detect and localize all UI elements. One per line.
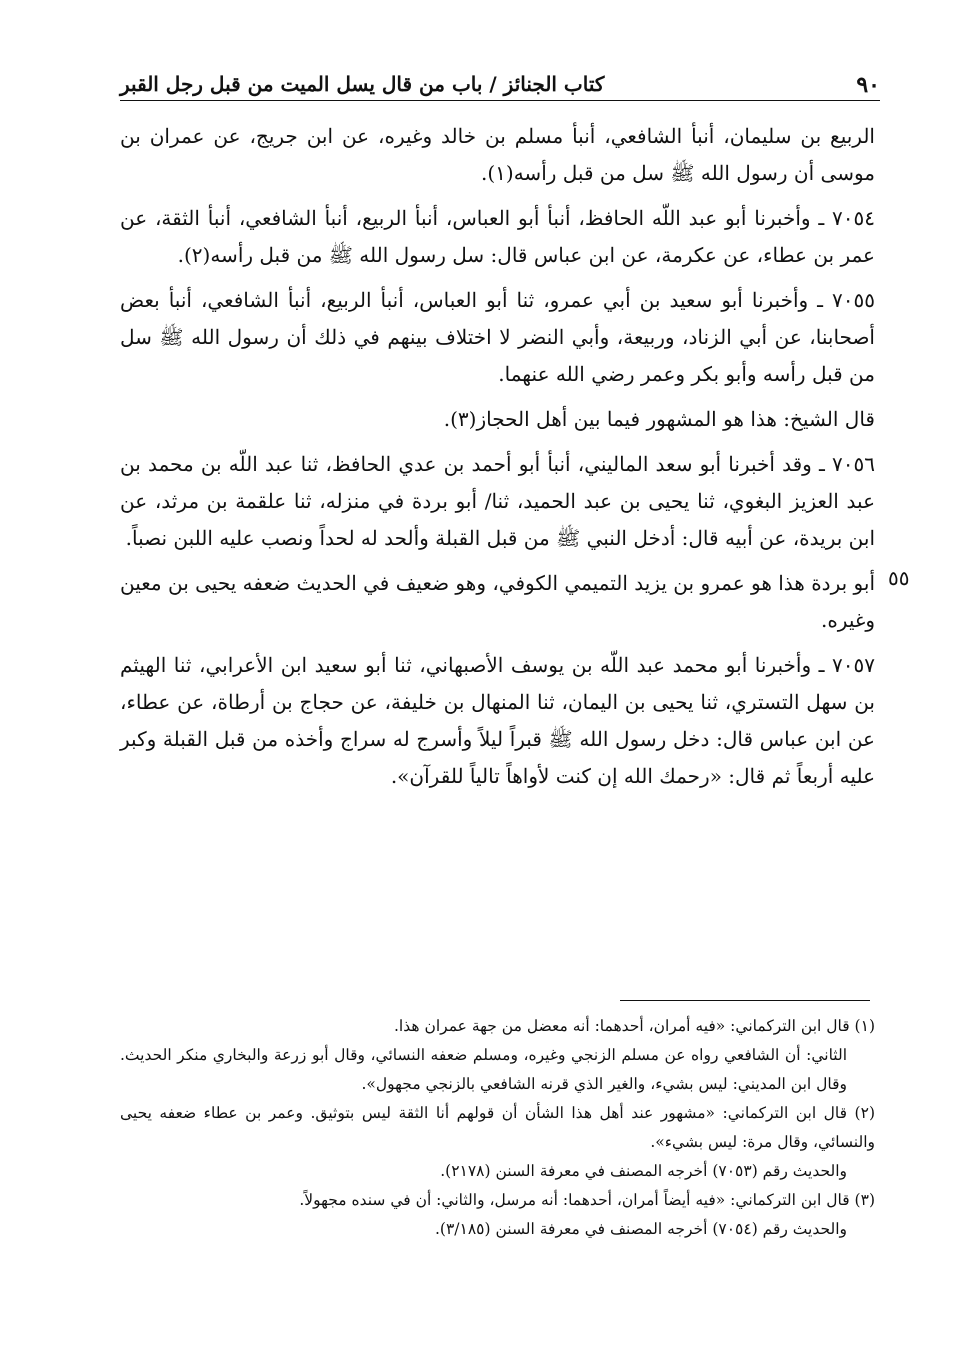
hadith-7055: ٧٠٥٥ ـ وأخبرنا أبو سعيد بن أبي عمرو، ثنا أبو العباس، أنبأ الربيع، أنبأ الشافعي، أنبأ بعض أصحابنا، عن أبي الزناد، وربيعة، وأبي النضر لا اختلاف بينهم في ذلك أن رسول الله ﷺ سل من قبل رأسه وأبو بكر وعمر رضي الله عنهما.: [120, 288, 875, 386]
sheikh-comment: قال الشيخ: هذا هو المشهور فيما بين أهل الحجاز(٣).: [443, 407, 875, 431]
hadith-7056: ٧٠٥٦ ـ وقد أخبرنا أبو سعد الماليني، أنبأ أبو أحمد بن عدي الحافظ، ثنا عبد اللّه بن محمد بن عبد العزيز البغوي، ثنا يحيى بن عبد الحميد، ثنا/ أبو بردة في منزله، ثنا علقمة بن مرثد، عن ابن بريدة، عن أبيه قال: أدخل النبي ﷺ من قبل القبلة وألحد له لحداً ونصب عليه اللبن نصباً.: [120, 452, 875, 550]
margin-page-reference: ٥٥: [888, 566, 910, 590]
running-header: [120, 68, 880, 101]
main-text: [120, 118, 875, 803]
footnote-1: (١) قال ابن التركماني: «فيه أمران، أحدهما: أنه معضل من جهة عمران هذا.: [393, 1017, 875, 1035]
footnote-3: (٣) قال ابن التركماني: «فيه أيضاً أمران، أحدهما: أنه مرسل، والثاني: أن في سنده مجهولاً.: [299, 1191, 875, 1209]
hadith-7057: ٧٠٥٧ ـ وأخبرنا أبو محمد عبد اللّه بن يوسف الأصبهاني، ثنا أبو سعيد ابن الأعرابي، ثنا الهيثم بن سهل التستري، ثنا يحيى بن اليمان، ثنا المنهال بن خليفة، عن حجاج بن أرطاة، عن عطاء، عن ابن عباس قال: دخل رسول الله ﷺ قبراً ليلاً وأسرج له سراج وأخذه من قبل القبلة وكبر عليه أربعاً ثم قال: «رحمك الله إن كنت لأواهاً تالياً للقرآن».: [120, 653, 875, 788]
footnotes: [120, 1012, 875, 1244]
footnote-1-continuation: الثاني: أن الشافعي رواه عن مسلم الزنجي وغيره، ومسلم ضعفه النسائي، وقال أبو زرعة والبخاري منكر الحديث. وقال ابن المديني: ليس بشيء، والغير الذي قرنه الشافعي بالزنجي مجهول».: [120, 1046, 847, 1093]
chapter-title: كتاب الجنائز / باب من قال يسل الميت من قبل رجل القبر: [120, 72, 605, 96]
narrator-comment: أبو بردة هذا هو عمرو بن يزيد التميمي الكوفي، وهو ضعيف في الحديث ضعفه يحيى بن معين وغيره.: [120, 571, 875, 632]
footnote-3-continuation: والحديث رقم (٧٠٥٤) أخرجه المصنف في معرفة السنن (٣/١٨٥).: [435, 1220, 847, 1238]
hadith-7054: ٧٠٥٤ ـ وأخبرنا أبو عبد اللّه الحافظ، أنبأ أبو العباس، أنبأ الربيع، أنبأ الشافعي، أنبأ الثقة، عن عمر بن عطاء، عن عكرمة، عن ابن عباس قال: سل رسول الله ﷺ من قبل رأسه(٢).: [120, 206, 875, 267]
footnote-divider: [620, 1000, 870, 1001]
footnote-2-continuation: والحديث رقم (٧٠٥٣) أخرجه المصنف في معرفة السنن (٢١٧٨).: [440, 1162, 847, 1180]
page-number: ٩٠: [856, 72, 880, 98]
footnote-2: (٢) قال ابن التركماني: «مشهور عند أهل هذا الشأن أن قولهم أنا الثقة ليس بتوثيق. وعمر بن عطاء ضعفه يحيى والنسائي، وقال مرة: ليس بشيء».: [120, 1104, 875, 1151]
paragraph-chain-continuation: الربيع بن سليمان، أنبأ الشافعي، أنبأ مسلم بن خالد وغيره، عن ابن جريج، عن عمران بن موسى أن رسول الله ﷺ سل من قبل رأسه(١).: [120, 124, 875, 185]
